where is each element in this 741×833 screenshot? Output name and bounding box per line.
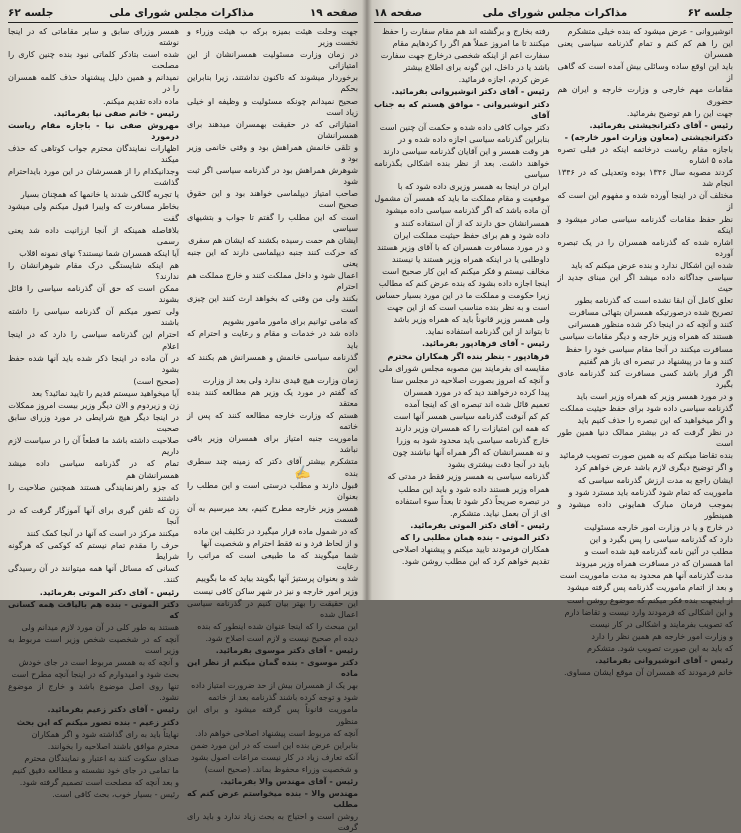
text-line: هستند که همراه وزیر خارجه و دیگر مقامات سیاسی <box>559 331 733 342</box>
text-line: نمیدانم و همین دلیل پیشنهاد حذف کلمه همسران را در <box>8 72 179 94</box>
text-line: همسرانشان حق دارند که از آن استفاده کنند و <box>394 217 550 228</box>
page-header <box>374 6 733 23</box>
text-line: ماموریت قانوناً پس گرفته میشود و برای این منظور <box>187 704 358 726</box>
speaker-line: رئیس - آقای دکتر انوشیروانی بفرمائید. <box>391 86 550 97</box>
page-number: صفحه ۱۹ <box>309 7 358 19</box>
text-line: و این اشکالی که فرمودند وارد نیست و تقاضا دارم <box>564 606 733 617</box>
text-line: مطلب در آئین نامه گذرنامه قید شده است و <box>584 546 733 557</box>
text-line: دکتر جواب کافی داده شده و حکمت آن چنین است <box>379 121 550 132</box>
text-line: است و به نظر بنده مناسب است که از این جهت <box>387 302 550 313</box>
text-line: صحیح نمیدانم چونکه مسئولیت و وظیفه او خیلی زیاد است <box>187 95 358 117</box>
speaker-line: رئیس - آقای دکتر موسوی بفرمائید. <box>215 644 358 655</box>
column-right <box>187 26 358 833</box>
text-line: مدت گذرنامه آنها هم محدود به مدت ماموریت است <box>559 570 733 581</box>
text-line: ممکن است که حق آن گذرنامه سیاسی را قائل بشوند <box>8 283 179 305</box>
text-line: کنند و آنچه که در اینجا ذکر شده منظور همسرانی <box>567 319 733 330</box>
session-number: جلسه ۶۲ <box>8 7 54 19</box>
speaker-line: مهروش صفی نیا - باجازه مقام ریاست درمورد <box>8 119 179 141</box>
speaker-line: فرهادپور - بنظر بنده اگر همکاران محترم <box>387 350 550 361</box>
column-left <box>374 26 550 594</box>
text-line: بخاطر مسافرت که وایبرا قبول میکنم ولی میشود گفت <box>8 201 179 223</box>
speaker-line: مهندس والا - بنده میخواستم عرض کنم که مطلب <box>187 788 358 810</box>
text-line: اینجا اجازه داده بشود که بنده عرض کنم که مطالب <box>378 277 550 288</box>
text-line: ماده داده تقدیم میکنم. <box>103 95 179 106</box>
speaker-line: دکتر موسوی - بنده گمان میکنم از نظر این ماده <box>187 657 358 679</box>
text-line: متشکرم بیشتر آقای دکتر که زمینه چند سطری بنده <box>187 456 358 478</box>
text-line: ای از آن بعمل نیاید. متشکرم. <box>449 507 550 518</box>
speaker-line: دکترانجیشتی (معاون وزارت امور خارجه) - <box>564 131 733 142</box>
speaker-line: رئیس - آقای مهندس والا بفرمائید. <box>220 776 358 786</box>
text-line: انوشیروانی - عرض میشود که بنده خیلی متشکرم <box>567 26 733 36</box>
text-line: و شخصیت وزراء محفوظ بماند. (صحیح است) <box>204 763 358 774</box>
session-number: جلسه ۶۲ <box>687 7 733 19</box>
text-line: این را هم کم کنم و تمام گذرنامه سیاسی یعنی همسران <box>557 38 733 60</box>
text-line: داوطلبی یا در اینکه همراه وزیر هستند یا نیستند <box>392 253 550 264</box>
text-line: نظر حفظ مقامات گذرنامه سیاسی صادر میشود و اینکه <box>557 213 733 235</box>
text-line: کردند مصوبه سال ۱۳۴۶ بوده وتعدیلی که در ۱۳۴۶ انجام شد <box>557 167 733 189</box>
text-line: کنند و ما در پیشنهاد در تبصره ای باز هم گفتیم <box>578 355 733 366</box>
text-line: مقامات مهم خارجی و وزارت خارجه و ایران هم حضوری <box>557 84 733 106</box>
text-line: بنابراین گذرنامه سیاسی اجازه داده شده و در <box>398 133 550 144</box>
text-line: آن ماده باشد که اگر گذرنامه سیاسی داده میشود <box>385 205 550 216</box>
text-line: و تلقی خانمش همراهش بود و وقتی خانمی وزیر بود و <box>187 141 358 164</box>
text-line: مخالف نیستم و فکر میکنم که این کار صحیح است <box>382 265 550 276</box>
text-line: ایشان هم حمت رسیده بکشند که ایشان هم سفری <box>188 234 358 245</box>
text-line: رئیس - بسیار خوب، بحث کافی است. <box>52 789 179 800</box>
text-columns <box>8 26 358 833</box>
text-line: زیرا حکومت و مملکت ما در این مورد بسیار حساس <box>375 290 550 301</box>
text-line: بلافاصله همینکه از آنجا ارزانیت داده شد یعنی رسمی <box>8 224 179 246</box>
text-line: که تصویب بفرمایند و اشکالی در کار نیست <box>589 618 733 629</box>
text-line: از اینجهت بنده فکر میکنم که موضوع روشن است <box>567 594 733 605</box>
text-line: میکنند مرکز در است که آنها در آنجا کمک کنند <box>26 528 179 539</box>
text-line: میکنند تا ما امروز عملاً هم اگر را کردهایم مقام <box>392 38 550 49</box>
text-line: باید در آنجا دقت بیشتری بشود <box>447 459 550 470</box>
text-line: آنکه تعارف زیاد در کار نیست مراعات اصول بشود <box>190 751 358 762</box>
text-line: که مامی توانیم برای مامور مامور بشویم <box>222 316 358 327</box>
text-line: زن و زیردوم و الان دیگر وزیر بیست امروز ممکلات <box>8 400 179 410</box>
speaker-line: دکتر الموتی - بنده هم بالیاقت همه کسانی که <box>8 598 179 620</box>
text-line: در آن ماده در اینجا ذکر شده باید آنها شده حفظ بشود <box>8 352 179 374</box>
text-line: آنچه که در شخصیت شخص وزیر است مربوط به وزیر است <box>8 633 179 655</box>
text-line: در زمان وزارت مسئولیت همسرانشان از این امتیازاتی <box>187 49 358 71</box>
speaker-line: رئیس - آقای دکتر الموتی بفرمائید. <box>410 519 550 530</box>
text-line: مقایسه ای بفرمایند بین مصوبه مجلس شورای ملی <box>378 362 550 373</box>
text-line: باشد یا در داخل، این گونه برای اطلاع بیشتر <box>403 62 550 73</box>
text-line: کسانی که مسائل آنها همه میتوانند در آن رسیدگی کنند. <box>8 563 179 585</box>
text-line: همسر وزرای سابق و سایر مقاماتی که در اینجا نوشته <box>8 26 179 48</box>
text-line: تنها روی اصل موضوع باشد و خارج از موضوع نشود. <box>8 681 179 703</box>
text-line: تا بتواند از این گذرنامه استفاده نماید. <box>425 326 550 337</box>
text-line: است که این مطلب را گفتم تا جواب و بتشیهای سیاسی <box>187 211 358 233</box>
text-line: وجدانیکدام را از همسرشان در این مورد بایداحترام گذاشت <box>8 166 179 188</box>
text-line: شود و توجه کرده باشند گذرنامه بعد از خاتمه <box>208 692 358 703</box>
text-line: که گفتم در مورد یک وزیر هم مطالعه کنند بنده معتقد <box>187 386 358 408</box>
text-line: اشاره شده که گذرنامه همسران را در یک تبصره آورده <box>557 236 733 258</box>
text-line: و آنچه که به همسر مربوط است در جای خودش <box>18 657 179 668</box>
text-line: ما تمامی در جای خود نشسته و مطالعه دقیق کنیم <box>12 764 179 775</box>
running-title: مذاکرات مجلس شورای ملی <box>482 7 628 19</box>
column-right <box>557 26 734 678</box>
text-line: این مبحث را که اینجا عنوان شده اینطور که بنده <box>197 620 358 631</box>
text-line: و بعد آنچه که مصلحت است تصمیم گرفته شود. <box>19 777 179 787</box>
speaker-line: دکتر الموتی - بنده همان مطلبی را که <box>400 531 550 542</box>
text-line: ایشان راجع به مدت ارزش گذرنامه سیاسی که <box>577 474 733 485</box>
speaker-line: رئیس - آقای دکترانجیشتی بفرمائید. <box>589 119 733 130</box>
text-line: شما میگویند که ما طبیعی است که مراتب را رعایت <box>187 550 358 572</box>
text-line: داده شد در خدمات و مقام و رعایت و احترام که باید <box>187 328 358 350</box>
text-line: موقعیت و مقام مملکت ما باید که همسر آن مشمول <box>374 193 550 204</box>
text-line: شد و بعنوان پرستیژ آنها بگویند بیاید که ما بگوییم <box>195 573 358 584</box>
text-line: باید این اوقع ساده وسائلی بیش آمده است که گاهی از <box>557 61 733 83</box>
text-line: جهت این را هم توضیح بفرمائید. <box>626 107 733 118</box>
text-line: اظهارات نمایندگان محترم جواب کوتاهی که حذف میکند <box>8 142 179 165</box>
text-line: ایران در اینجا به همسر وزیری داده شود که با <box>397 181 550 192</box>
text-line: که جزو راهرنمایندگی هستند همچنین صلاحیت را داشتند <box>8 481 179 503</box>
text-line: کم کم آنوقت گذرنامه سیاسی همسر آنها است <box>393 411 550 421</box>
running-title: مذاکرات مجلس شورای ملی <box>109 7 254 19</box>
text-line: و آنچه که امروز بصورت اصلاحیه در مجلس سنا <box>391 374 550 385</box>
text-line: قبول دارند و مطلب درستی است و این مطلب را بعنوان <box>187 479 358 501</box>
text-line: (صحیح است) <box>133 375 179 386</box>
text-line: مختلف آن در اینجا آورده شده و مفهوم این است که از <box>557 190 733 212</box>
text-line: زن که تلفن گیری برای آنها آموزگار گرفت که در آنجا <box>8 504 179 526</box>
text-line: زمان وزارت هیچ قیدی ندارد ولی بعد از وزارت <box>202 374 358 385</box>
text-line: داده شود و هم برای حفظ حیثیت مملکت ایران <box>393 229 550 240</box>
text-line: حرف را مقدم تمام نیستم که کوکمی که هرگونه شرایط <box>8 540 179 562</box>
text-line: محترم موافق باشند اصلاحیه را بخوانند. <box>47 740 179 751</box>
page-18 <box>366 0 741 678</box>
text-line: شوهرش همراهش بود در گذرنامه سیاسی اگر ثبت شود <box>187 165 358 187</box>
text-line: همراه وزیر هستند داده شود و باید این مطلب <box>398 483 550 494</box>
text-line: در تبصره صریحاً ذکر شود تا بعداً سوء استفاده <box>395 495 550 506</box>
text-line: بکنند ولی من وقتی که بخواهد ارث کنند این چیزی است <box>187 293 358 315</box>
text-line: هستم که وزارت خارجه مطالعه کنند که پس از خاتمه <box>187 410 358 432</box>
text-line: بهر یک از همسران بیش از حد ضرورت امتیاز داده <box>191 680 358 691</box>
text-line: پیدا کرده درخواهند دید که در مورد همسران <box>403 386 550 397</box>
text-line: امتیازاتی که در حقیقت بهمسران میدهند برای همسرانشان <box>187 118 358 140</box>
text-line: و اگر توضیح دیگری لازم باشد عرض خواهم کرد <box>574 462 733 473</box>
text-line: صدای سکوت کنند به اعتبار و نمایندگان محترم <box>24 752 179 763</box>
text-line: تقدیم خواهم کرد که این مطلب روشن شود. <box>401 556 550 567</box>
text-line: که حرکت کنند جنبه دیپلماسی دارند که این جنبه یعنی <box>187 246 358 268</box>
text-line: آیا اینکه همسران شما نیستند؟ نهای نمونه اقلاب <box>19 247 179 258</box>
text-line: شده این اشکال ندارد و بنده عرض میکنم که باید <box>571 259 733 270</box>
text-line: و در مورد همسر وزیر که همراه وزیر است باید <box>576 390 733 401</box>
text-line: رفته بخارج و برگشته اند هم مقام سفارت را حفظ <box>382 26 550 36</box>
text-line: روشن است و احتیاج به بحث زیاد ندارد و باید رای گرفت <box>187 811 358 833</box>
text-line: اعمال شود و داخل مملکت کنند و خارج مملکت هم احترام <box>187 269 358 292</box>
text-line: و نه همسرانشان که اگر همراه آنها نباشند چون <box>392 447 550 458</box>
book-gutter <box>362 0 372 600</box>
text-line: بحث شود و امیدوارم که در اینجا آنچه مطرح است <box>11 669 179 680</box>
speaker-line: دکتر زعیم - بنده تصور میکنم که این بحث <box>16 716 179 727</box>
text-line: گذرنامه سیاسی خانمش و همسرانش هم بکنند که این <box>187 351 358 373</box>
text-line: بنابراین عرض بنده این است که در این مورد ضمن <box>190 739 358 750</box>
text-line: ولی تصور میکنم آن گذرنامه سیاسی را داشته باشند <box>8 306 179 328</box>
text-line: هر وقت همسر و این آقایان گذرنامه سیاسی دارند <box>383 145 550 156</box>
text-line: نهایتاً باید به رای گذاشته شود و اگر همکاران <box>31 728 179 739</box>
text-line: سیاسی جداگانه داده میشد اگر این مبنای جدید از حیث <box>557 271 733 294</box>
text-line: دیده ام صحیح نیست و لازم است اصلاح شود. <box>205 632 358 643</box>
speaker-line: دکتر انوشیروانی - موافق هستم که به جناب آقای <box>374 98 550 120</box>
text-line: در اینجا دیگر هیچ شرایطی در مورد وزرای سابق صحبت <box>8 412 179 434</box>
text-line: در نظر گرفت که در بیشتر ممالک دنیا همین طور است <box>557 427 733 449</box>
text-line: مسافرت میکنند در آنجا مقام سیاسی خود را حفظ <box>565 343 733 354</box>
text-line: صلاحیت داشته باشد ما قطعاً آن را در سیاست لازم داریم <box>8 435 179 457</box>
text-line: که باید به این صورت تصویب شود. متشکرم <box>587 642 733 653</box>
text-line: باجازه مقام ریاست درخاتمه اینکه در قبلی تصره ماده ۵ اشاره <box>557 143 733 166</box>
text-line: یا تجربه گالکی شدند یا خانمها که همچنان بسیار <box>20 189 179 200</box>
column-left <box>8 26 179 800</box>
text-line: همسر وزیر خارجه مطرح کنیم، بعد میرسیم به آن قسمت <box>187 502 358 524</box>
text-line: و وزارت امور خارجه هم همین نظر را دارد <box>591 630 733 641</box>
text-line: تصریح شده درصورتیکه همسران بتهائی مسافرت <box>568 307 733 318</box>
text-line: تعمیم قائل شده اند تبصره ای که اینجا آمده <box>404 398 550 409</box>
text-line: دارد که گذرنامه سیاسی را پس بگیرد و این <box>589 534 733 545</box>
text-line: ماموریت که تمام شود گذرنامه باید مسترد شود و <box>568 486 733 497</box>
speaker-line: رئیس - آقای انوشیروانی بفرمائید. <box>595 654 733 665</box>
text-line: احترام این گذرنامه سیاسی را دارد که در اینجا اعلام <box>8 329 179 351</box>
text-line: آنچه که مربوط است پیشنهاد اصلاحی خواهم داد. <box>195 727 358 738</box>
text-line: هستند به طور کلی در آن مورد لازم میدانم ولی <box>21 621 179 632</box>
text-line: و از لحاظ فرد و نه فقط احترام و شخصیت آنها <box>201 538 358 549</box>
page-header <box>8 6 358 23</box>
text-line: و اگر میخواهید که این تبصره را حذف کنیم باید <box>577 415 733 426</box>
text-line: گذرنامه سیاسی به همسر وزیر فقط در مدتی که <box>387 471 550 482</box>
text-line: آیا میخواهید سیستم قدیم را تایید نمائید؟ بعد <box>31 387 179 398</box>
page-19 <box>0 0 366 833</box>
text-line: و بعد از اتمام ماموریت گذرنامه پس گرفته میشود <box>567 582 733 593</box>
text-line: ماموریت جنبه امتیاز برای همسران وزیر باقی نباشد <box>187 433 358 455</box>
text-line: شده است بتادکر کلماتی نبود بنده چنین کاری را مصلحت <box>8 49 179 71</box>
text-line: هم اینکه شایستگی درک مقام شوهرانشان را ندارند؟ <box>8 259 179 281</box>
text-line: جهت وحلت هیئت بمیزه برکه ب هیئت وزراء و نخست وزیر <box>187 26 358 48</box>
text-line: وزیر امور خارجه و نیز در شهر ساکن کافی نیست <box>193 585 358 596</box>
text-line: در خارج و یا در وزارت امور خارجه مسئولیت <box>584 521 733 532</box>
speaker-line: رئیس - آقای دکتر الموتی بفرمائید. <box>39 586 179 597</box>
text-line: عرض کردم، اجازه فرمائید. <box>458 74 550 85</box>
text-line: تعلق کامل آن ابقا نشده است که گذرنامه بطور <box>575 295 733 306</box>
text-line: که همه این امتیازات را که همسران وزیر دارند <box>395 423 550 434</box>
text-line: و در مورد مسافرت همسران که با آقای وزیر هستند <box>377 241 550 252</box>
text-line: این حقیقت را بهتر بیان کنیم در گذرنامه سیاسی اعمال شده <box>187 597 358 619</box>
text-line: بموجب فرمان مبارک همایونی داده میشود و همینطور <box>557 498 733 520</box>
text-line: همکاران فرمودند تایید میکنم و پیشنهاد اصلاحی <box>392 544 550 555</box>
text-line: خارج گذرنامه سیاسی باید محدود شود به وزرا <box>396 435 550 446</box>
text-columns <box>374 26 733 678</box>
speaker-line: رئیس - آقای فرهادپور بفرمائید. <box>421 338 550 349</box>
page-number: صفحه ۱۸ <box>374 7 423 19</box>
text-line: خواهند داشت. بعد از نظر بنده اشکالی بگذرنامه سیاسی <box>374 158 550 180</box>
speaker-line: رئیس - آقای دکتر زعیم بفرمائید. <box>47 704 179 715</box>
speaker-line: رئیس - خانم صفی نیا بفرمائید. <box>53 107 179 118</box>
text-line: صاحب امتیاز دیپلماسی خواهند بود و این حقوق صحیح است <box>187 188 358 210</box>
text-line: اما همسران که در مسافرت همراه وزیر میروند <box>575 558 733 569</box>
text-line: ولی همسر وزیر قانوناً باید که همراه وزیر باشد <box>393 314 550 325</box>
text-line: برخوردار میشوند که تاکنون نداشتند، زیرا بنابراین بحکم <box>187 72 358 94</box>
text-line: خانم فرمودند که همسران آن موقع ایشان مساوی. <box>564 667 733 678</box>
text-line: سفارت اعم از اینکه شخصی درخارج جهت سفارت <box>380 50 550 61</box>
text-line: تمام که در گذرنامه سیاسی داده میشد همسرانشان هم <box>8 458 179 480</box>
text-line: بنده تقاضا میکنم که به همین صورت تصویب فرمائید <box>559 450 733 461</box>
text-line: گذرنامه سیاسی داده شود برای حفظ حیثیت مملکت <box>559 403 733 413</box>
text-line: که در شمول ماده قرار میگیرد در تکلیف این ماده <box>193 526 358 537</box>
text-line: اگر قرار باشد کسی مسافرت کند گذرنامه عادی بگیرد <box>557 367 733 389</box>
handwritten-mark-icon: ✍ <box>293 464 313 483</box>
